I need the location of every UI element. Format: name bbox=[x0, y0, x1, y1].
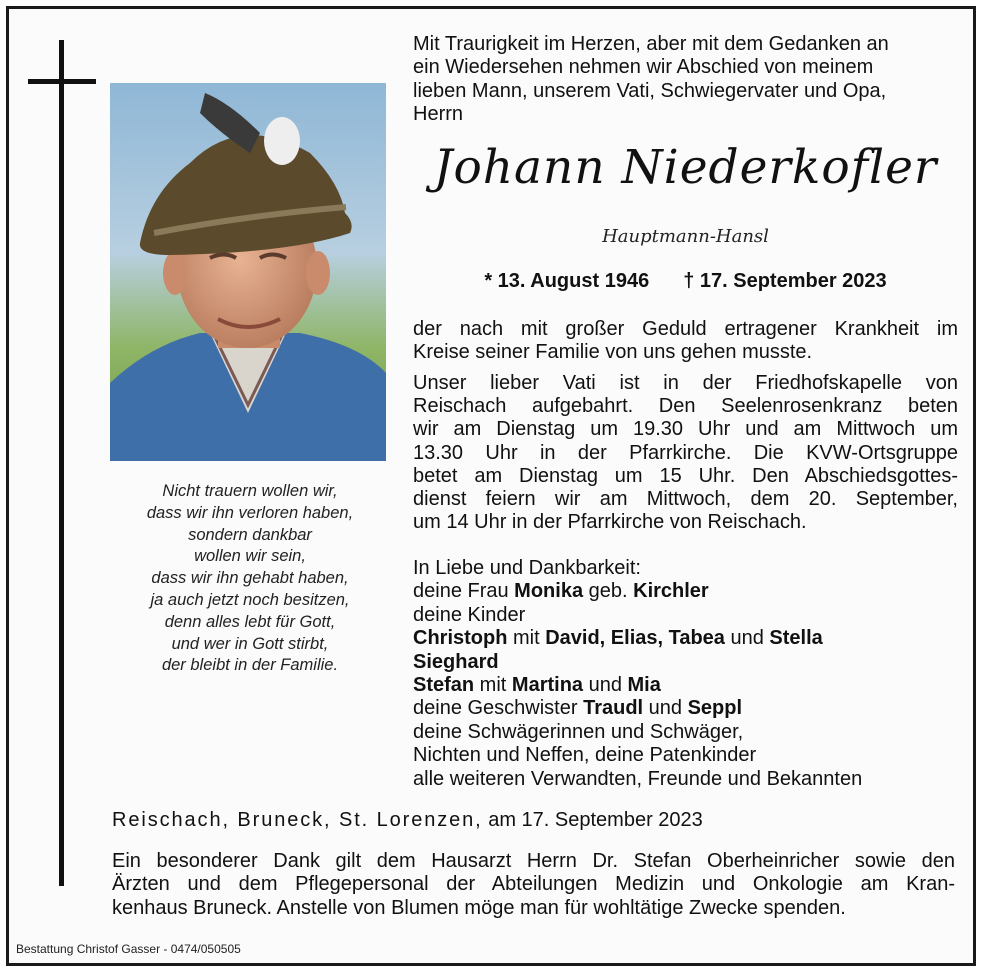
paragraph-line: um 14 Uhr in der Pfarrkirche von Reischach. bbox=[413, 511, 807, 534]
poem-line: denn alles lebt für Gott, bbox=[164, 612, 336, 631]
mourner-stefan: Stefan mit Martina und Mia bbox=[413, 674, 661, 697]
passing-paragraph bbox=[413, 318, 958, 364]
poem-line: dass wir ihn gehabt haben, bbox=[151, 569, 349, 588]
intro-line: Herrn bbox=[413, 103, 464, 126]
intro-text bbox=[413, 33, 958, 127]
poem-line: sondern dankbar bbox=[188, 525, 312, 544]
intro-line: lieben Mann, unserem Vati, Schwiegervater und Opa, bbox=[413, 79, 887, 102]
paragraph-line: wir am Dienstag um 19.30 Uhr und am Mittwoch um bbox=[413, 418, 958, 441]
thanks-line: Ein besonderer Dank gilt dem Hausarzt Herrn Dr. Stefan Oberheinricher sowie den bbox=[112, 850, 955, 872]
life-dates bbox=[413, 268, 958, 294]
mourner-others: alle weiteren Verwandten, Freunde und Bekannten bbox=[413, 767, 863, 790]
poem-line: und wer in Gott stirbt, bbox=[171, 634, 329, 653]
paragraph-line: dienst feiern wir am Mittwoch, dem 20. September, bbox=[413, 488, 958, 511]
paragraph-line: Kreise seiner Familie von uns gehen musste. bbox=[413, 341, 813, 364]
mourner-siblings: deine Geschwister Traudl und Seppl bbox=[413, 697, 743, 720]
birth-date: * 13. August 1946 bbox=[484, 270, 650, 292]
thanks-line: Ärzten und dem Pflegepersonal der Abteilungen Medizin und Onkologie am Kran- bbox=[112, 873, 955, 896]
poem-line: wollen wir sein, bbox=[194, 547, 306, 566]
mourners-intro: In Liebe und Dankbarkeit: bbox=[413, 557, 641, 579]
mourner-children-label: deine Kinder bbox=[413, 603, 526, 626]
cross-icon bbox=[59, 40, 64, 886]
intro-line: ein Wiedersehen nehmen wir Abschied von meinem bbox=[413, 56, 874, 79]
places: Reischach, Bruneck, St. Lorenzen, bbox=[112, 809, 483, 831]
notice-date: am 17. September 2023 bbox=[482, 809, 703, 831]
deceased-nickname: Hauptmann-Hansl bbox=[602, 226, 769, 247]
mourner-sieghard: Sieghard bbox=[413, 650, 499, 673]
thanks-line: kenhaus Bruneck. Anstelle von Blumen möge man für wohltätige Zwecke spenden. bbox=[112, 896, 846, 919]
paragraph-line: betet am Dienstag um 15 Uhr. Den Abschiedsgottes- bbox=[413, 464, 958, 487]
funeral-home-credit: Bestattung Christof Gasser - 0474/050505 bbox=[16, 942, 241, 956]
death-date: † 17. September 2023 bbox=[683, 270, 887, 292]
paragraph-line: 13.30 Uhr in der Pfarrkirche. Die KVW-Ortsgruppe bbox=[413, 441, 958, 464]
mourner-wife: deine Frau Monika geb. Kirchler bbox=[413, 580, 709, 603]
paragraph-line: Unser lieber Vati ist in der Friedhofskapelle von bbox=[413, 372, 958, 394]
intro-line: Mit Traurigkeit im Herzen, aber mit dem Gedanken an bbox=[413, 33, 889, 55]
place-and-date bbox=[112, 808, 812, 832]
memorial-poem bbox=[100, 481, 400, 677]
mourner-christoph: Christoph mit David, Elias, Tabea und Stella bbox=[413, 627, 823, 650]
mourner-nieces: Nichten und Neffen, deine Patenkinder bbox=[413, 744, 757, 767]
paragraph-line: der nach mit großer Geduld ertragener Krankheit im bbox=[413, 318, 958, 340]
poem-line: Nicht trauern wollen wir, bbox=[162, 482, 338, 500]
thanks-paragraph bbox=[112, 850, 955, 920]
portrait-photo bbox=[110, 83, 386, 461]
deceased-name: Johann Niederkofler bbox=[433, 140, 938, 195]
cross-icon-bar bbox=[28, 79, 96, 84]
mourner-in-laws: deine Schwägerinnen und Schwäger, bbox=[413, 720, 744, 743]
paragraph-line: Reischach aufgebahrt. Den Seelenrosenkranz beten bbox=[413, 395, 958, 418]
mourners-list bbox=[413, 557, 958, 791]
poem-line: der bleibt in der Familie. bbox=[161, 656, 339, 675]
poem-line: dass wir ihn verloren haben, bbox=[146, 503, 354, 522]
poem-line: ja auch jetzt noch besitzen, bbox=[150, 590, 350, 609]
funeral-details-paragraph bbox=[413, 372, 958, 534]
